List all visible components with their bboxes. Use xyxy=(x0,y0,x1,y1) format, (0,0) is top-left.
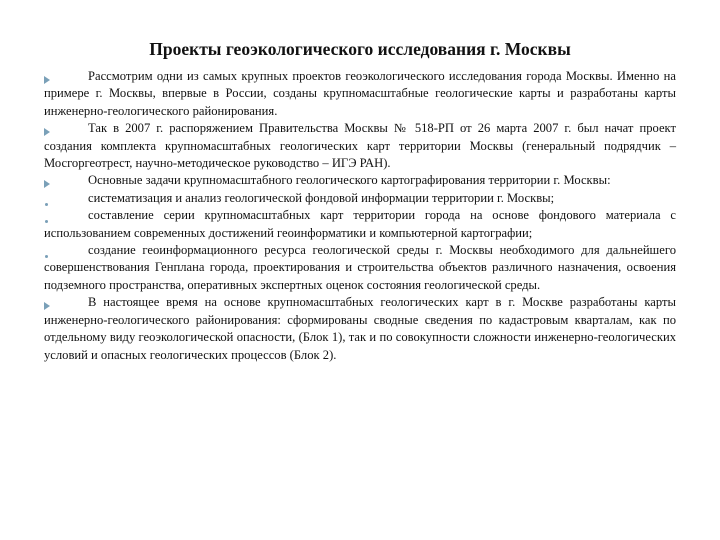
paragraph-project-2007 xyxy=(44,120,676,172)
list-item-systematization xyxy=(44,190,676,207)
paragraph-text: Основные задачи крупномасштабного геологического картографирования территории г. Москвы: xyxy=(88,173,611,188)
arrow-bullet-icon xyxy=(44,124,50,141)
list-item-geoinformation-resource xyxy=(44,242,676,294)
slide-title: Проекты геоэкологического исследования г. Москвы xyxy=(149,39,571,59)
list-item-text: систематизация и анализ геологической фондовой информации территории г. Москвы; xyxy=(88,190,555,205)
paragraph-text: Так в 2007 г. распоряжением Правительства Москвы № 518-РП от 26 марта 2007 г. был начат проект создания комплекта крупномасштабных геологических карт территории Москвы (генеральный подрядчик – Мосгоргеотрест, научно-методическое руководство – ИГЭ РАН). xyxy=(44,121,676,171)
paragraph-text: В настоящее время на основе крупномасштабных геологических карт в г. Москве разработаны карты инженерно-геологического районирования: сформированы сводные сведения по кадастровым кварталам, как по отдельному виду геоэкологической опасности, (Блок 1), так и по совокупности сложности инженерно-геологических условий и опасных геологических процессов (Блок 2). xyxy=(44,295,676,362)
paragraph-text: Рассмотрим одни из самых крупных проектов геоэкологического исследования города Москвы. Именно на примере г. Москвы, впервые в России, созданы крупномасштабные геологические карты и разработаны карты инженерно-геологического районирования. xyxy=(44,69,676,118)
list-item-map-series xyxy=(44,207,676,242)
arrow-bullet-icon xyxy=(44,72,50,89)
paragraph-intro xyxy=(44,68,676,120)
dot-bullet-icon xyxy=(44,246,48,263)
arrow-bullet-icon xyxy=(44,298,50,315)
paragraph-current-state xyxy=(44,294,676,364)
paragraph-main-tasks xyxy=(44,172,676,189)
dot-bullet-icon xyxy=(44,211,48,228)
slide-body xyxy=(44,68,676,364)
list-item-text: создание геоинформационного ресурса геологической среды г. Москвы необходимого для дальнейшего совершенствования Генплана города, проектирования и строительства объектов различного назначения, освоения подземного пространства, оперативных экспертных оценок состояния геологической среды. xyxy=(44,243,676,292)
list-item-text: составление серии крупномасштабных карт территории города на основе фондового материала с использованием современных достижений геоинформатики и компьютерной картографии; xyxy=(44,208,676,240)
